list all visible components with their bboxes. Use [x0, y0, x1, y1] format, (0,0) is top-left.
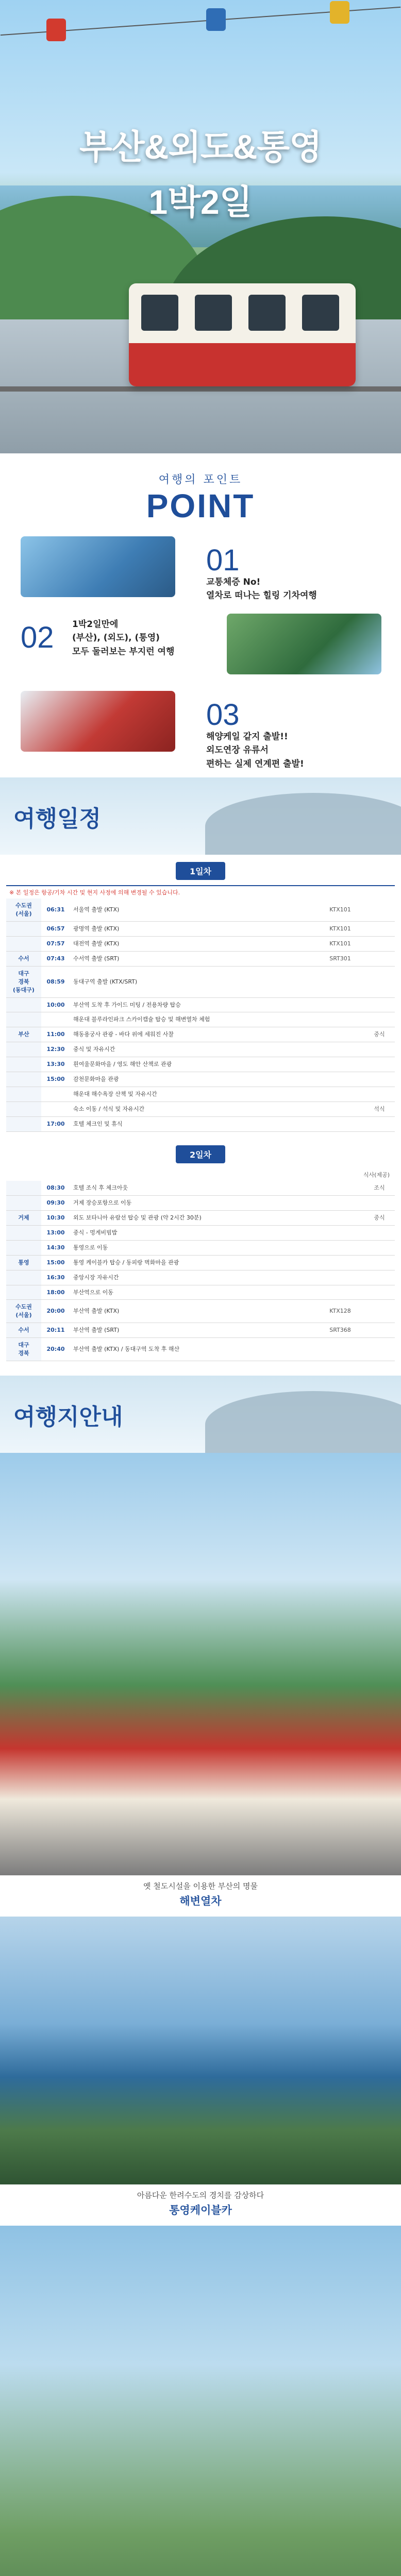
- day2-badge: 2일차: [176, 1145, 225, 1163]
- time-cell: 15:00: [41, 1072, 70, 1087]
- location-cell: [6, 1285, 41, 1300]
- meal-cell: [364, 1195, 395, 1210]
- hero-title: [0, 120, 401, 224]
- time-cell: 07:43: [41, 951, 70, 966]
- table-row: [6, 1300, 395, 1323]
- meal-cell: 조식: [364, 1181, 395, 1195]
- guide-photo-cable-car: [0, 1917, 401, 2184]
- time-cell: 16:30: [41, 1270, 70, 1285]
- hero-title-line2: 1박2일: [148, 183, 253, 221]
- table-row: [6, 1012, 395, 1027]
- day2-table: [6, 1181, 395, 1361]
- time-cell: 08:59: [41, 966, 70, 997]
- point-section: [0, 453, 401, 777]
- location-cell: 부산: [6, 1027, 41, 1042]
- train-code-cell: [316, 1087, 364, 1102]
- table-row: [6, 921, 395, 936]
- island-silhouette: [205, 793, 401, 855]
- time-cell: 10:30: [41, 1210, 70, 1225]
- meal-cell: [364, 951, 395, 966]
- train-code-cell: [316, 966, 364, 997]
- table-row: [6, 966, 395, 997]
- table-row: [6, 951, 395, 966]
- meal-cell: [364, 1087, 395, 1102]
- meal-cell: [364, 1255, 395, 1270]
- time-cell: 20:11: [41, 1323, 70, 1338]
- table-row: [6, 1195, 395, 1210]
- schedule-cell: 감천문화마을 관광: [70, 1072, 316, 1087]
- point-number: 02: [21, 621, 54, 654]
- train-code-cell: [316, 1270, 364, 1285]
- time-cell: 06:31: [41, 899, 70, 921]
- schedule-cell: 해운대 블루라인파크 스카이캡슐 탑승 및 해변열차 체험: [70, 1012, 316, 1027]
- guide-title: 여행지안내: [13, 1404, 123, 1430]
- schedule-cell: 해동용궁사 관광 - 바다 위에 세워진 사찰: [70, 1027, 316, 1042]
- time-cell: 13:30: [41, 1057, 70, 1072]
- table-row: [6, 1117, 395, 1132]
- location-cell: [6, 1195, 41, 1210]
- time-cell: 17:00: [41, 1117, 70, 1132]
- train-code-cell: [316, 1210, 364, 1225]
- schedule-cell: 동대구역 출발 (KTX/SRT): [70, 966, 316, 997]
- point-image: [21, 536, 175, 597]
- time-cell: 07:57: [41, 936, 70, 951]
- meal-cell: [364, 1225, 395, 1240]
- meal-cell: 석식: [364, 1102, 395, 1117]
- location-cell: [6, 921, 41, 936]
- schedule-cell: 해운대 해수욕장 산책 및 자유시간: [70, 1087, 316, 1102]
- location-cell: [6, 1102, 41, 1117]
- point-number: 01: [206, 544, 240, 577]
- train-code-cell: [316, 1012, 364, 1027]
- guide-caption-1: [0, 1875, 401, 1917]
- location-cell: [6, 1225, 41, 1240]
- train-code-cell: SRT368: [316, 1323, 364, 1338]
- location-cell: 수서: [6, 1323, 41, 1338]
- train-code-cell: [316, 1195, 364, 1210]
- location-cell: [6, 1057, 41, 1072]
- guide-photo-beach-train: [0, 1453, 401, 1875]
- table-row: [6, 1072, 395, 1087]
- rail-track: [0, 386, 401, 392]
- train-code-cell: [316, 1072, 364, 1087]
- point-item-2: [0, 607, 401, 680]
- train-code-cell: [316, 997, 364, 1012]
- location-cell: 통영: [6, 1255, 41, 1270]
- meal-cell: [364, 997, 395, 1012]
- meal-cell: [364, 1285, 395, 1300]
- schedule-cell: 외도 보타니아 유람선 탑승 및 관광 (약 2시간 30분): [70, 1210, 316, 1225]
- time-cell: 12:30: [41, 1042, 70, 1057]
- table-row: [6, 899, 395, 921]
- train-code-cell: [316, 1338, 364, 1361]
- point-item-1: [0, 530, 401, 602]
- meal-cell: [364, 1240, 395, 1255]
- location-cell: [6, 1240, 41, 1255]
- location-cell: 대구 경북: [6, 1338, 41, 1361]
- time-cell: [41, 1087, 70, 1102]
- time-cell: 15:00: [41, 1255, 70, 1270]
- table-row: [6, 1057, 395, 1072]
- train-code-cell: KTX101: [316, 936, 364, 951]
- location-cell: [6, 1117, 41, 1132]
- train-code-cell: [316, 1117, 364, 1132]
- table-row: [6, 1181, 395, 1195]
- table-row: [6, 1240, 395, 1255]
- train-code-cell: SRT301: [316, 951, 364, 966]
- schedule-cell: 통영 케이블카 탑승 / 동피랑 벽화마을 관광: [70, 1255, 316, 1270]
- meal-cell: [364, 1270, 395, 1285]
- train-code-cell: [316, 1027, 364, 1042]
- meal-cell: [364, 1300, 395, 1323]
- meal-cell: [364, 1042, 395, 1057]
- table-row: [6, 1323, 395, 1338]
- schedule-cell: 호텔 조식 후 체크아웃: [70, 1181, 316, 1195]
- point-image: [227, 614, 381, 674]
- table-row: [6, 1255, 395, 1270]
- location-cell: [6, 1072, 41, 1087]
- time-cell: 14:30: [41, 1240, 70, 1255]
- location-cell: [6, 1087, 41, 1102]
- meal-cell: [364, 1323, 395, 1338]
- table-row: [6, 1042, 395, 1057]
- itinerary-title: 여행일정: [13, 806, 102, 832]
- location-cell: 수도권 (서울): [6, 899, 41, 921]
- time-cell: 20:40: [41, 1338, 70, 1361]
- time-cell: 09:30: [41, 1195, 70, 1210]
- schedule-cell: 호텔 체크인 및 휴식: [70, 1117, 316, 1132]
- schedule-cell: 수서역 출발 (SRT): [70, 951, 316, 966]
- schedule-cell: 중앙시장 자유시간: [70, 1270, 316, 1285]
- schedule-cell: 부산역 출발 (KTX) / 동대구역 도착 후 해산: [70, 1338, 316, 1361]
- day1-table: [6, 899, 395, 1132]
- cable-car: [46, 19, 66, 41]
- table-row: [6, 1102, 395, 1117]
- schedule-cell: 중식 - 멍게비빔밥: [70, 1225, 316, 1240]
- table-row: [6, 1027, 395, 1042]
- beach-train: [129, 283, 356, 386]
- location-cell: 대구 경북 (동대구): [6, 966, 41, 997]
- hero-banner: [0, 0, 401, 453]
- time-cell: [41, 1102, 70, 1117]
- time-cell: 08:30: [41, 1181, 70, 1195]
- schedule-cell: 부산역 출발 (KTX): [70, 1300, 316, 1323]
- point-item-3: [0, 685, 401, 769]
- point-desc: 1박2일만에 (부산), (외도), (통영) 모두 둘러보는 부지런 여행: [72, 619, 175, 657]
- train-code-cell: KTX101: [316, 921, 364, 936]
- point-number: 03: [206, 698, 240, 732]
- time-cell: [41, 1012, 70, 1027]
- table-row: [6, 997, 395, 1012]
- meal-cell: [364, 1057, 395, 1072]
- train-code-cell: KTX101: [316, 899, 364, 921]
- cable-car: [206, 8, 226, 31]
- schedule-cell: 부산역 출발 (SRT): [70, 1323, 316, 1338]
- schedule-cell: 중식 및 자유시간: [70, 1042, 316, 1057]
- itinerary-notice: ※ 본 일정은 항공/기차 시간 및 현지 사정에 의해 변경될 수 있습니다.: [6, 885, 395, 899]
- location-cell: [6, 1181, 41, 1195]
- point-subtitle: 여행의 포인트: [158, 473, 243, 486]
- guide-caption-text: 옛 철도시설을 이용한 부산의 명물: [143, 1882, 258, 1891]
- time-cell: 06:57: [41, 921, 70, 936]
- meal-cell: 중식: [364, 1027, 395, 1042]
- schedule-cell: 대전역 출발 (KTX): [70, 936, 316, 951]
- table-row: [6, 1087, 395, 1102]
- guide-caption-name: 해변열차: [179, 1895, 222, 1908]
- schedule-cell: 거제 장승포항으로 이동: [70, 1195, 316, 1210]
- train-code-cell: [316, 1225, 364, 1240]
- island-silhouette: [205, 1391, 401, 1453]
- train-code-cell: [316, 1255, 364, 1270]
- point-desc: 해양케일 같지 출발!! 외도연장 유류서 편하는 실제 연계편 출발!: [206, 732, 304, 769]
- meal-cell: [364, 921, 395, 936]
- table-row: [6, 1285, 395, 1300]
- location-cell: 거제: [6, 1210, 41, 1225]
- guide-caption-2: [0, 2184, 401, 2226]
- hero-title-line1: 부산&외도&통영: [79, 128, 322, 166]
- guide-caption-text: 아름다운 한려수도의 경치를 감상하다: [137, 2191, 264, 2200]
- train-code-cell: [316, 1240, 364, 1255]
- train-code-cell: [316, 1285, 364, 1300]
- schedule-cell: 부산역으로 이동: [70, 1285, 316, 1300]
- meal-cell: [364, 1012, 395, 1027]
- location-cell: 수도권 (서울): [6, 1300, 41, 1323]
- point-image: [21, 691, 175, 752]
- schedule-cell: 숙소 이동 / 석식 및 자유시간: [70, 1102, 316, 1117]
- schedule-cell: 통영으로 이동: [70, 1240, 316, 1255]
- location-cell: [6, 1012, 41, 1027]
- location-cell: [6, 1270, 41, 1285]
- time-cell: 18:00: [41, 1285, 70, 1300]
- time-cell: 20:00: [41, 1300, 70, 1323]
- location-cell: [6, 936, 41, 951]
- meal-cell: [364, 966, 395, 997]
- itinerary-header: [0, 777, 401, 855]
- point-title: POINT: [146, 487, 255, 524]
- table-row: [6, 1210, 395, 1225]
- schedule-cell: 흰여울문화마을 / 영도 해안 산책로 관광: [70, 1057, 316, 1072]
- meal-cell: [364, 1117, 395, 1132]
- guide-section: [0, 1376, 401, 2576]
- guide-header: [0, 1376, 401, 1453]
- table-row: [6, 1225, 395, 1240]
- point-desc: 교통체증 No! 열차로 떠나는 힐링 기차여행: [206, 577, 317, 601]
- time-cell: 10:00: [41, 997, 70, 1012]
- day1-badge: 1일차: [176, 862, 225, 880]
- meal-header: 식사(제공): [363, 1171, 390, 1178]
- meal-cell: [364, 1072, 395, 1087]
- meal-cell: 중식: [364, 1210, 395, 1225]
- train-code-cell: [316, 1181, 364, 1195]
- location-cell: [6, 997, 41, 1012]
- time-cell: 13:00: [41, 1225, 70, 1240]
- time-cell: 11:00: [41, 1027, 70, 1042]
- table-row: [6, 1338, 395, 1361]
- schedule-cell: 서울역 출발 (KTX): [70, 899, 316, 921]
- location-cell: [6, 1042, 41, 1057]
- meal-cell: [364, 899, 395, 921]
- train-code-cell: KTX128: [316, 1300, 364, 1323]
- location-cell: 수서: [6, 951, 41, 966]
- table-row: [6, 936, 395, 951]
- train-code-cell: [316, 1102, 364, 1117]
- schedule-cell: 광명역 출발 (KTX): [70, 921, 316, 936]
- guide-caption-name: 통영케이블카: [169, 2204, 232, 2217]
- guide-photo-oedo: [0, 2226, 401, 2576]
- schedule-cell: 부산역 도착 후 가이드 미팅 / 전용차량 탑승: [70, 997, 316, 1012]
- train-code-cell: [316, 1042, 364, 1057]
- cable-car: [330, 1, 349, 24]
- meal-cell: [364, 936, 395, 951]
- table-row: [6, 1270, 395, 1285]
- itinerary-section: [0, 777, 401, 1376]
- train-code-cell: [316, 1057, 364, 1072]
- meal-cell: [364, 1338, 395, 1361]
